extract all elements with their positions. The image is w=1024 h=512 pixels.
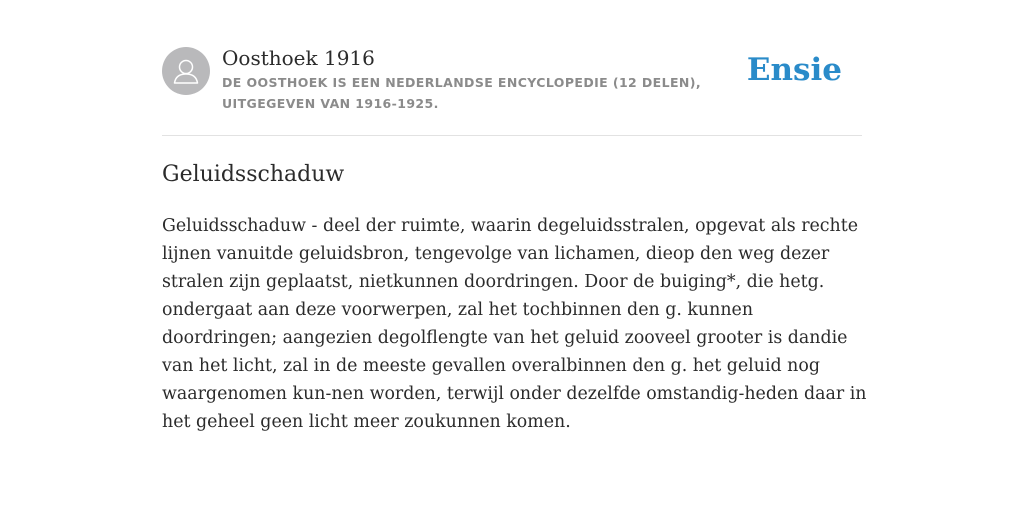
source-header (162, 44, 862, 136)
article-body: Geluidsschaduw - deel der ruimte, waarin degeluidsstralen, opgevat als rechte lijnen vanuitde geluidsbron, tengevolge van lichamen, dieop den weg dezer stralen zijn geplaatst, nietkunnen doordringen. Door de buiging*, die hetg. ondergaat aan deze voorwerpen, zal het tochbinnen den g. kunnen doordringen; aangezien degolflengte van het geluid zooveel grooter is dandie van het licht, zal in de meeste gevallen overalbinnen den g. het geluid nog waargenomen kun-nen worden, terwijl onder dezelfde omstandig-heden daar in het geheel geen licht meer zoukunnen komen. (162, 216, 867, 432)
source-description: DE OOSTHOEK IS EEN NEDERLANDSE ENCYCLOPEDIE (12 DELEN), UITGEGEVEN VAN 1916-1925. (222, 75, 702, 111)
user-icon[interactable] (162, 47, 210, 95)
article-title: Geluidsschaduw (162, 162, 345, 187)
brand-logo-link[interactable]: Ensie (746, 52, 842, 88)
source-title[interactable]: Oosthoek 1916 (222, 46, 375, 70)
